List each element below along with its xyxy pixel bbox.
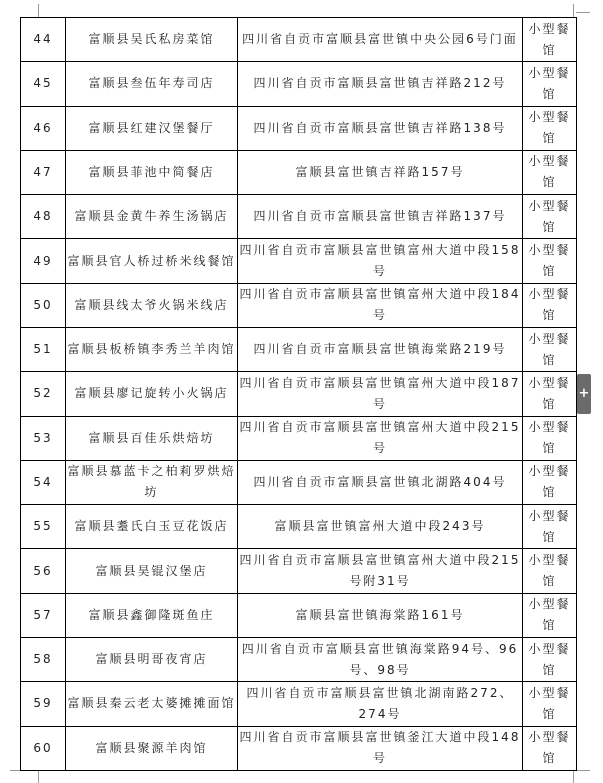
restaurant-name: 富顺县秦云老太婆摊摊面馆 <box>67 696 236 711</box>
restaurant-type: 小型餐馆 <box>528 730 571 766</box>
row-number-cell <box>21 239 66 283</box>
restaurant-name: 富顺县廖记旋转小火锅店 <box>74 386 229 401</box>
restaurant-name-cell <box>66 283 238 327</box>
restaurant-type-cell <box>523 416 577 460</box>
restaurant-name: 富顺县鑫御隆斑鱼庄 <box>88 607 215 622</box>
row-number: 54 <box>33 474 53 489</box>
restaurant-name-cell <box>66 682 238 726</box>
restaurant-address-cell <box>238 106 523 150</box>
crop-mark-bottom-right-h <box>576 770 590 771</box>
restaurant-name-cell <box>66 239 238 283</box>
restaurant-type-cell <box>523 505 577 549</box>
restaurant-type: 小型餐馆 <box>528 641 571 677</box>
restaurant-type-cell <box>523 726 577 771</box>
restaurant-name-cell <box>66 150 238 194</box>
restaurant-type: 小型餐馆 <box>528 21 571 57</box>
restaurant-table <box>20 17 577 771</box>
row-number-cell <box>21 505 66 549</box>
restaurant-address: 四川省自贡市富顺县富世镇中央公园6号门面 <box>242 32 518 47</box>
table-row <box>21 549 577 593</box>
restaurant-address: 四川省自贡市富顺县富世镇北湖南路272、274号 <box>246 685 514 721</box>
restaurant-name-cell <box>66 549 238 593</box>
row-number-cell <box>21 372 66 416</box>
table-row <box>21 593 577 637</box>
restaurant-address: 四川省自贡市富顺县富世镇富州大道中段187号 <box>239 375 521 411</box>
row-number-cell <box>21 18 66 62</box>
table-row <box>21 239 577 283</box>
crop-mark-top-left <box>28 4 39 18</box>
restaurant-type: 小型餐馆 <box>528 331 571 367</box>
row-number: 52 <box>33 386 53 401</box>
table-body <box>21 18 577 771</box>
restaurant-address: 四川省自贡市富顺县富世镇吉祥路137号 <box>253 209 507 224</box>
row-number-cell <box>21 327 66 371</box>
restaurant-type: 小型餐馆 <box>528 65 571 101</box>
row-number: 57 <box>33 607 53 622</box>
table-row <box>21 637 577 681</box>
crop-mark-top-right-h <box>576 12 590 13</box>
restaurant-type: 小型餐馆 <box>528 508 571 544</box>
restaurant-address: 四川省自贡市富顺县富世镇富州大道中段184号 <box>239 287 521 323</box>
restaurant-address: 四川省自贡市富顺县富世镇吉祥路138号 <box>253 120 507 135</box>
restaurant-name-cell <box>66 62 238 106</box>
row-number: 49 <box>33 253 53 268</box>
restaurant-address-cell <box>238 460 523 504</box>
restaurant-name: 富顺县菲池中简餐店 <box>88 164 215 179</box>
restaurant-name: 富顺县红建汉堡餐厅 <box>88 120 215 135</box>
restaurant-address-cell <box>238 682 523 726</box>
row-number: 48 <box>33 209 53 224</box>
restaurant-address: 四川省自贡市富顺县富世镇富州大道中段158号 <box>239 243 521 279</box>
row-number: 51 <box>33 342 53 357</box>
restaurant-address-cell <box>238 239 523 283</box>
restaurant-type-cell <box>523 682 577 726</box>
row-number-cell <box>21 416 66 460</box>
restaurant-type-cell <box>523 372 577 416</box>
restaurant-address-cell <box>238 195 523 239</box>
table-row <box>21 460 577 504</box>
restaurant-name: 富顺县线太爷火锅米线店 <box>74 297 229 312</box>
restaurant-name-cell <box>66 460 238 504</box>
restaurant-type-cell <box>523 106 577 150</box>
restaurant-type: 小型餐馆 <box>528 464 571 500</box>
restaurant-name: 富顺县昊锟汉堡店 <box>95 563 208 578</box>
restaurant-address-cell <box>238 62 523 106</box>
restaurant-address-cell <box>238 549 523 593</box>
restaurant-address-cell <box>238 327 523 371</box>
restaurant-address-cell <box>238 283 523 327</box>
row-number: 55 <box>33 519 53 534</box>
row-number: 47 <box>33 164 53 179</box>
restaurant-type-cell <box>523 637 577 681</box>
restaurant-name-cell <box>66 372 238 416</box>
restaurant-address-cell <box>238 372 523 416</box>
row-number: 53 <box>33 430 53 445</box>
restaurant-name: 富顺县官人桥过桥米线餐馆 <box>67 253 236 268</box>
restaurant-address: 四川省自贡市富顺县富世镇吉祥路212号 <box>253 76 507 91</box>
restaurant-type: 小型餐馆 <box>528 685 571 721</box>
restaurant-address-cell <box>238 18 523 62</box>
restaurant-name: 富顺县金黄牛养生汤锅店 <box>74 209 229 224</box>
restaurant-name-cell <box>66 505 238 549</box>
restaurant-name: 富顺县板桥镇李秀兰羊肉馆 <box>67 342 236 357</box>
restaurant-type-cell <box>523 283 577 327</box>
restaurant-name-cell <box>66 195 238 239</box>
restaurant-address: 富顺县富世镇海棠路161号 <box>295 607 465 622</box>
restaurant-address-cell <box>238 505 523 549</box>
row-number-cell <box>21 460 66 504</box>
table-row <box>21 327 577 371</box>
restaurant-type: 小型餐馆 <box>528 553 571 589</box>
row-number-cell <box>21 637 66 681</box>
restaurant-name-cell <box>66 637 238 681</box>
restaurant-type: 小型餐馆 <box>528 420 571 456</box>
restaurant-name-cell <box>66 106 238 150</box>
restaurant-address-cell <box>238 593 523 637</box>
row-number: 56 <box>33 563 53 578</box>
restaurant-type: 小型餐馆 <box>528 597 571 633</box>
restaurant-name: 富顺县明哥夜宵店 <box>95 652 208 667</box>
restaurant-address: 四川省自贡市富顺县富世镇北湖路404号 <box>253 474 507 489</box>
restaurant-name: 富顺县百佳乐烘焙坊 <box>88 430 215 445</box>
restaurant-name: 富顺县耋氏白玉豆花饭店 <box>74 519 229 534</box>
table-row <box>21 195 577 239</box>
row-number-cell <box>21 283 66 327</box>
restaurant-name: 富顺县慕蓝卡之柏莉罗烘焙坊 <box>67 464 236 500</box>
restaurant-name: 富顺县吴氏私房菜馆 <box>88 32 215 47</box>
row-number: 46 <box>33 120 53 135</box>
row-number-cell <box>21 150 66 194</box>
restaurant-type-cell <box>523 239 577 283</box>
row-number-cell <box>21 195 66 239</box>
restaurant-address: 富顺县富世镇吉祥路157号 <box>295 164 465 179</box>
table-row <box>21 372 577 416</box>
restaurant-address: 四川省自贡市富顺县富世镇富州大道中段215号附31号 <box>239 553 521 589</box>
row-number-cell <box>21 106 66 150</box>
row-number-cell <box>21 593 66 637</box>
restaurant-address: 四川省自贡市富顺县富世镇海棠路94号、96号、98号 <box>241 641 519 677</box>
restaurant-name-cell <box>66 726 238 771</box>
restaurant-type: 小型餐馆 <box>528 375 571 411</box>
restaurant-type: 小型餐馆 <box>528 110 571 146</box>
restaurant-type-cell <box>523 150 577 194</box>
restaurant-type-cell <box>523 593 577 637</box>
row-number: 58 <box>33 652 53 667</box>
table-row <box>21 726 577 771</box>
restaurant-type-cell <box>523 327 577 371</box>
row-number: 45 <box>33 76 53 91</box>
restaurant-type: 小型餐馆 <box>528 198 571 234</box>
restaurant-address-cell <box>238 637 523 681</box>
restaurant-type-cell <box>523 62 577 106</box>
restaurant-type-cell <box>523 195 577 239</box>
table-row <box>21 106 577 150</box>
restaurant-address-cell <box>238 150 523 194</box>
row-number: 60 <box>33 740 53 755</box>
restaurant-address: 四川省自贡市富顺县富世镇海棠路219号 <box>253 342 507 357</box>
row-number: 50 <box>33 297 53 312</box>
table-row <box>21 416 577 460</box>
crop-mark-bottom-left <box>28 770 39 783</box>
restaurant-type-cell <box>523 18 577 62</box>
crop-mark-bottom-right <box>573 770 584 783</box>
restaurant-address-cell <box>238 726 523 771</box>
restaurant-name: 富顺县聚源羊肉馆 <box>95 740 208 755</box>
restaurant-type-cell <box>523 460 577 504</box>
table-row <box>21 150 577 194</box>
row-number: 59 <box>33 696 53 711</box>
restaurant-type-cell <box>523 549 577 593</box>
restaurant-name-cell <box>66 327 238 371</box>
table-row <box>21 283 577 327</box>
restaurant-type: 小型餐馆 <box>528 287 571 323</box>
table-row <box>21 505 577 549</box>
restaurant-address-cell <box>238 416 523 460</box>
restaurant-address: 四川省自贡市富顺县富世镇釜江大道中段148号 <box>239 730 521 766</box>
row-number: 44 <box>33 32 53 47</box>
table-row <box>21 62 577 106</box>
restaurant-name-cell <box>66 416 238 460</box>
restaurant-name: 富顺县叁伍年寿司店 <box>88 76 215 91</box>
restaurant-address: 富顺县富世镇富州大道中段243号 <box>274 519 486 534</box>
restaurant-name-cell <box>66 593 238 637</box>
row-number-cell <box>21 726 66 771</box>
row-number-cell <box>21 62 66 106</box>
restaurant-type: 小型餐馆 <box>528 154 571 190</box>
table-row <box>21 18 577 62</box>
row-number-cell <box>21 682 66 726</box>
restaurant-name-cell <box>66 18 238 62</box>
restaurant-type: 小型餐馆 <box>528 243 571 279</box>
table-row <box>21 682 577 726</box>
plus-icon[interactable]: + <box>577 374 591 414</box>
restaurant-address: 四川省自贡市富顺县富世镇富州大道中段215号 <box>239 420 521 456</box>
crop-mark-top-right <box>573 4 584 18</box>
row-number-cell <box>21 549 66 593</box>
